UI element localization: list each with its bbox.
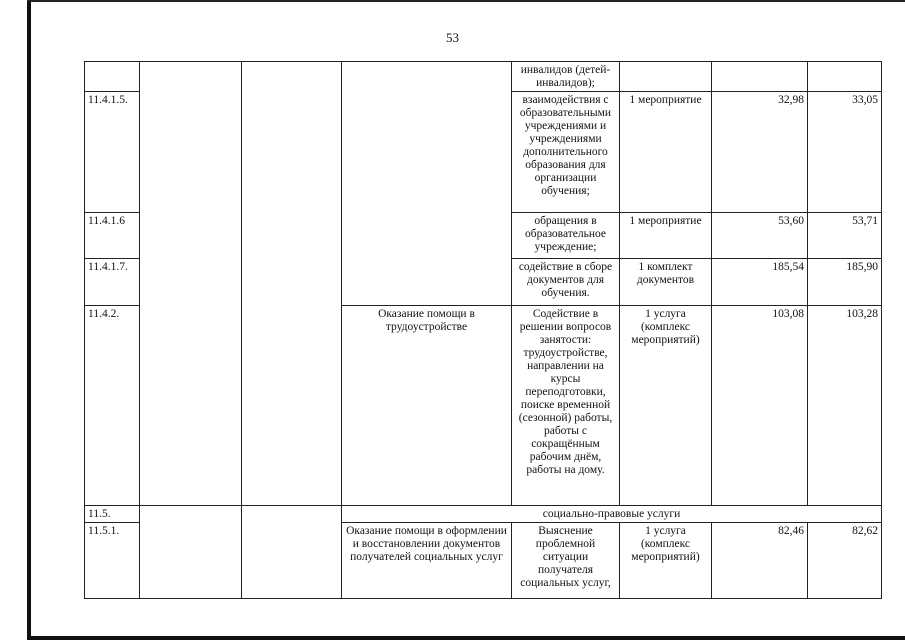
value-year-2: 53,71 — [808, 213, 882, 259]
service-content: инвалидов (детей-инвалидов); — [512, 62, 620, 92]
value-year-2: 185,90 — [808, 259, 882, 306]
blank-column-a — [140, 62, 242, 506]
service-name: Оказание помощи в трудоустройстве — [342, 306, 512, 506]
service-content: Выяснение проблемной ситуации получателя социальных услуг, — [512, 523, 620, 599]
value-year-1 — [712, 62, 808, 92]
value-year-2: 82,62 — [808, 523, 882, 599]
blank-column-b — [242, 506, 342, 599]
row-number — [85, 62, 140, 92]
scan-edge-top — [27, 0, 905, 2]
service-unit: 1 услуга (комплекс мероприятий) — [620, 306, 712, 506]
value-year-2: 33,05 — [808, 92, 882, 213]
table-row — [85, 62, 882, 92]
scan-edge-bottom — [27, 636, 905, 640]
value-year-1: 185,54 — [712, 259, 808, 306]
row-number: 11.4.1.6 — [85, 213, 140, 259]
page-number: 53 — [446, 30, 459, 45]
value-year-1: 103,08 — [712, 306, 808, 506]
scan-edge-left — [0, 0, 31, 640]
row-number: 11.4.2. — [85, 306, 140, 506]
service-content: Содействие в решении вопросов занятости: трудоустройстве, направлении на курсы переподготовки, поиске временной (сезонной) работы, работы с сокращённым рабочим днём, работы на дому. — [512, 306, 620, 506]
row-number: 11.4.1.7. — [85, 259, 140, 306]
service-unit — [620, 62, 712, 92]
value-year-1: 32,98 — [712, 92, 808, 213]
value-year-1: 53,60 — [712, 213, 808, 259]
services-table — [84, 61, 882, 599]
service-content: содействие в сборе документов для обучения. — [512, 259, 620, 306]
service-content: обращения в образовательное учреждение; — [512, 213, 620, 259]
service-unit: 1 мероприятие — [620, 213, 712, 259]
value-year-2: 103,28 — [808, 306, 882, 506]
service-name: Оказание помощи в оформлении и восстановлении документов получателей социальных услуг — [342, 523, 512, 599]
section-title: социально-правовые услуги — [342, 506, 882, 523]
value-year-1: 82,46 — [712, 523, 808, 599]
service-unit: 1 комплект документов — [620, 259, 712, 306]
section-row — [85, 506, 882, 523]
row-number: 11.4.1.5. — [85, 92, 140, 213]
service-name — [342, 62, 512, 306]
row-number: 11.5.1. — [85, 523, 140, 599]
service-content: взаимодействия с образовательными учреждениями и учреждениями дополнительного образования для организации обучения; — [512, 92, 620, 213]
service-unit: 1 мероприятие — [620, 92, 712, 213]
blank-column-b — [242, 62, 342, 506]
row-number: 11.5. — [85, 506, 140, 523]
value-year-2 — [808, 62, 882, 92]
blank-column-a — [140, 506, 242, 599]
service-unit: 1 услуга (комплекс мероприятий) — [620, 523, 712, 599]
